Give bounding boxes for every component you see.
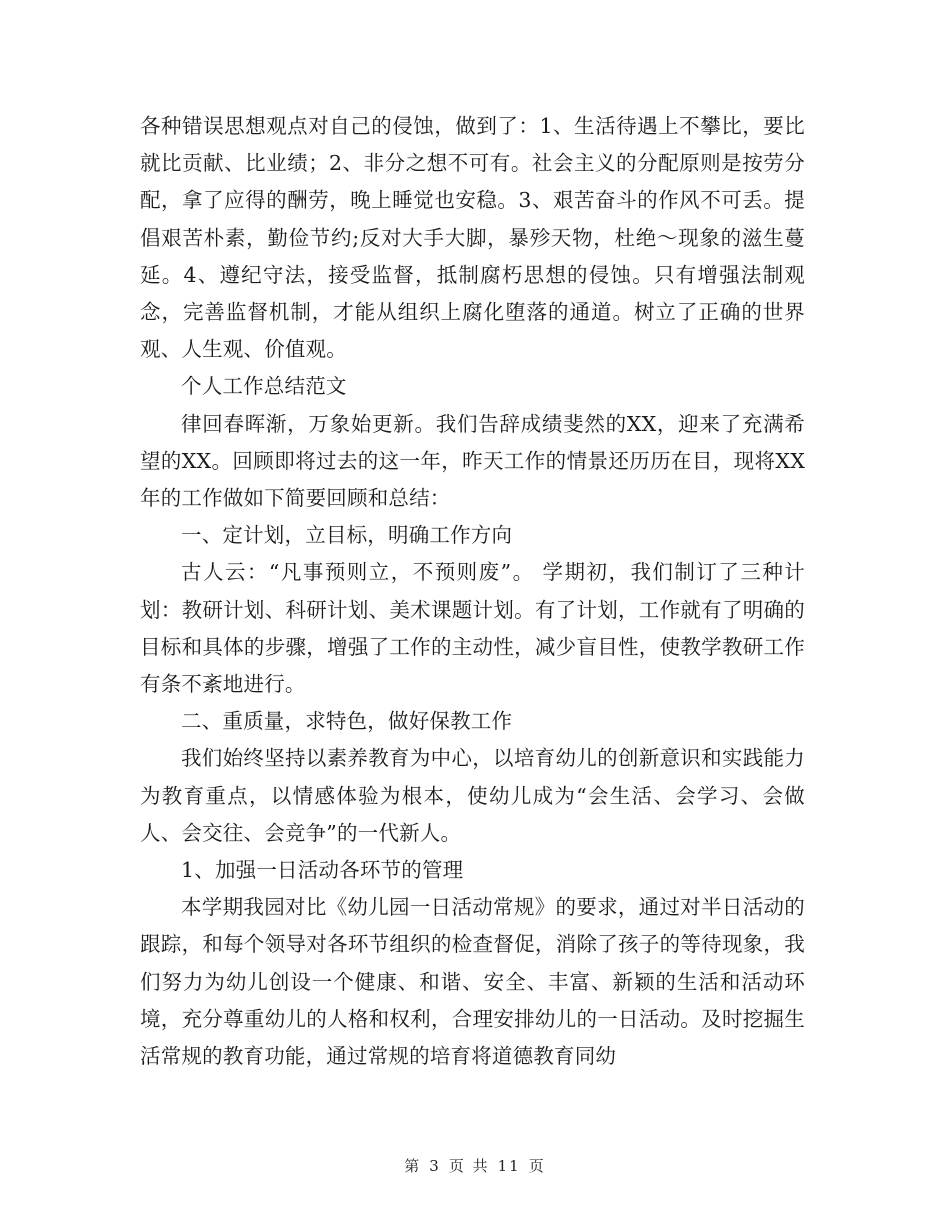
paragraph-1: 各种错误思想观点对自己的侵蚀，做到了：1、生活待遇上不攀比，要比就比贡献、比业绩；2、非分之想不可有。社会主义的分配原则是按劳分配，拿了应得的酬劳，晚上睡觉也安稳。3、艰苦奋斗的作风不可丢。提倡艰苦朴素，勤俭节约;反对大手大脚，暴殄天物，杜绝～现象的滋生蔓延。4、遵纪守法，接受监督，抵制腐朽思想的侵蚀。只有增强法制观念，完善监督机制，才能从组织上腐化堕落的通道。树立了正确的世界观、人生观、价值观。: [140, 114, 805, 362]
heading-daily-activity: 1、加强一日活动各环节的管理: [181, 858, 464, 883]
paragraph-intro: 律回春晖渐，万象始更新。我们告辞成绩斐然的XX，迎来了充满希望的XX。回顾即将过去的这一年，昨天工作的情景还历历在目，现将XX年的工作做如下简要回顾和总结：: [140, 411, 805, 511]
footer-total-pages: 11: [497, 1157, 521, 1175]
heading-plan: 一、定计划，立目标，明确工作方向: [181, 523, 513, 548]
document-body: [140, 108, 805, 1075]
paragraph-quality: 我们始终坚持以素养教育为中心，以培育幼儿的创新意识和实践能力为教育重点，以情感体验为根本，使幼儿成为“会生活、会学习、会做人、会交往、会竞争”的一代新人。: [140, 746, 805, 845]
heading-quality: 二、重质量，求特色，做好保教工作: [181, 709, 513, 734]
footer-middle: 页 共: [448, 1157, 490, 1175]
footer-page-number: 3: [429, 1157, 441, 1175]
paragraph-plan: 古人云：“凡事预则立，不预则废”。 学期初，我们制订了三种计划：教研计划、科研计划、美术课题计划。有了计划，工作就有了明确的目标和具体的步骤，增强了工作的主动性，减少盲目性，使教学教研工作有条不紊地进行。: [140, 560, 805, 697]
page-footer: [0, 1155, 950, 1176]
footer-suffix: 页: [528, 1157, 546, 1175]
section-heading-summary: 个人工作总结范文: [181, 374, 347, 399]
footer-prefix: 第: [404, 1157, 422, 1175]
paragraph-daily-activity: 本学期我园对比《幼儿园一日活动常规》的要求，通过对半日活动的跟踪，和每个领导对各环节组织的检查督促，消除了孩子的等待现象，我们努力为幼儿创设一个健康、和谐、安全、丰富、新颖的生活和活动环境，充分尊重幼儿的人格和权利，合理安排幼儿的一日活动。及时挖掘生活常规的教育功能，通过常规的培育将道德教育同幼: [140, 895, 805, 1069]
